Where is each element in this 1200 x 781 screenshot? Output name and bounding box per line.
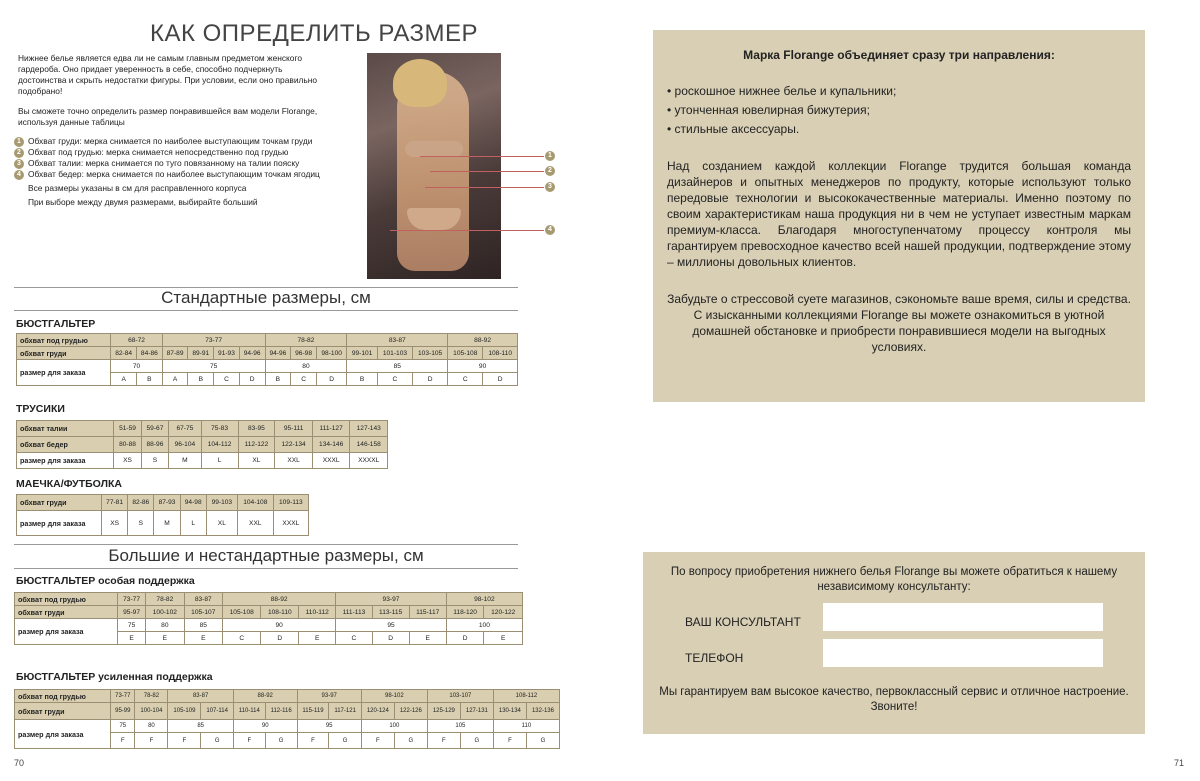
- table-cell: 111-127: [312, 421, 350, 437]
- table-title: БЮСТГАЛЬТЕР усиленная поддержка: [16, 671, 213, 683]
- measure-text: Обхват под грудью: мерка снимается непосредственно под грудью: [28, 147, 289, 157]
- table-cell: 100: [361, 720, 427, 733]
- table-cell: F: [493, 733, 526, 749]
- table-cell: 83-87: [184, 593, 222, 606]
- row-header: размер для заказа: [15, 619, 118, 645]
- table-cell: 104-108: [237, 495, 273, 511]
- measure-text: Обхват бедер: мерка снимается по наиболее выступающим точкам ягодиц: [28, 169, 320, 179]
- phone-label: ТЕЛЕФОН: [685, 651, 744, 665]
- table-cell: 99-101: [347, 347, 377, 360]
- row-header: обхват талии: [17, 421, 114, 437]
- table-cell: 120-124: [361, 703, 394, 720]
- row-header: обхват под грудью: [17, 334, 111, 347]
- table-cell: 109-113: [273, 495, 308, 511]
- consultant-label: ВАШ КОНСУЛЬТАНТ: [685, 615, 801, 629]
- brand-paragraph: Забудьте о стрессовой суете магазинов, сэкономьте ваше время, силы и средства. С изысканными коллекциями Florange вы можете ознакомиться в уютной домашней обстановке и приобрести понравившиеся модели на выгодных условиях.: [667, 292, 1131, 354]
- table-cell: E: [118, 632, 146, 645]
- number-badge: 1: [14, 137, 24, 147]
- table-cell: L: [180, 511, 206, 536]
- table-cell: XL: [206, 511, 237, 536]
- table-cell: S: [128, 511, 154, 536]
- table-cell: 98-102: [361, 690, 427, 703]
- table-cell: B: [137, 373, 163, 386]
- page-number: 70: [14, 758, 25, 768]
- table-cell: 120-122: [484, 606, 523, 619]
- table-cell: F: [135, 733, 168, 749]
- table-cell: 70: [111, 360, 162, 373]
- table-cell: 100-102: [146, 606, 184, 619]
- pointer-line: [420, 156, 544, 157]
- table-cell: F: [361, 733, 394, 749]
- bra-special-table: [14, 592, 523, 645]
- brand-paragraph: Над созданием каждой коллекции Florange трудится большая команда дизайнеров и опытных менеджеров по продукту, которые используют только передовые технологии и высококачественные материалы. Именно поэтому по своим характеристикам наша продукция ни в чем не уступает известным маркам премиум-класса. Благодаря многоступенчатому процессу контроля мы гарантируем превосходное качество всей нашей продукции, подтверждение этому – миллионы довольных клиентов.: [667, 159, 1131, 269]
- table-cell: 101-103: [377, 347, 412, 360]
- contact-box: [643, 552, 1145, 734]
- table-cell: M: [154, 511, 180, 536]
- table-cell: 105-108: [223, 606, 261, 619]
- table-cell: 88-92: [233, 690, 297, 703]
- table-cell: 85: [184, 619, 222, 632]
- table-cell: 96-98: [291, 347, 317, 360]
- table-cell: 88-92: [223, 593, 336, 606]
- table-cell: 88-96: [141, 437, 168, 453]
- marker-badge: 1: [545, 151, 555, 161]
- table-cell: M: [169, 453, 201, 469]
- table-cell: D: [261, 632, 299, 645]
- table-title: МАЕЧКА/ФУТБОЛКА: [16, 478, 122, 490]
- table-cell: 122-126: [394, 703, 427, 720]
- table-cell: F: [111, 733, 135, 749]
- table-cell: 117-121: [329, 703, 361, 720]
- table-cell: 85: [347, 360, 448, 373]
- table-cell: 108-110: [483, 347, 518, 360]
- table-cell: 111-113: [336, 606, 372, 619]
- intro-text: [18, 53, 318, 137]
- list-item: • стильные аксессуары.: [667, 120, 896, 139]
- table-cell: 88-92: [448, 334, 518, 347]
- table-cell: 67-75: [169, 421, 201, 437]
- note-text: При выборе между двумя размерами, выбирайте больший: [28, 197, 258, 207]
- table-cell: 80: [265, 360, 347, 373]
- measure-item: [14, 169, 344, 180]
- table-cell: 134-146: [312, 437, 350, 453]
- table-cell: 75: [162, 360, 265, 373]
- table-cell: 112-122: [238, 437, 275, 453]
- marker-badge: 4: [545, 225, 555, 235]
- table-cell: 127-143: [350, 421, 388, 437]
- divider: [14, 568, 518, 569]
- section-title: Стандартные размеры, см: [161, 288, 371, 307]
- table-cell: 75: [118, 619, 146, 632]
- table-cell: D: [372, 632, 409, 645]
- table-cell: 59-67: [141, 421, 168, 437]
- table-cell: 113-115: [372, 606, 409, 619]
- table-cell: 107-114: [201, 703, 233, 720]
- table-title: БЮСТГАЛЬТЕР: [16, 318, 96, 330]
- table-cell: 110-112: [299, 606, 336, 619]
- table-cell: C: [223, 632, 261, 645]
- table-cell: G: [201, 733, 233, 749]
- table-cell: 87-93: [154, 495, 180, 511]
- table-cell: 127-131: [460, 703, 493, 720]
- table-cell: 75-83: [201, 421, 238, 437]
- table-cell: 80: [135, 720, 168, 733]
- row-header: обхват под грудью: [15, 690, 111, 703]
- table-cell: 83-87: [168, 690, 233, 703]
- table-cell: B: [347, 373, 377, 386]
- pointer-line: [430, 171, 544, 172]
- number-badge: 4: [14, 170, 24, 180]
- table-cell: 93-97: [336, 593, 446, 606]
- measure-text: Обхват груди: мерка снимается по наиболее выступающим точкам груди: [28, 136, 313, 146]
- table-cell: XXXL: [273, 511, 308, 536]
- table-cell: A: [111, 373, 137, 386]
- divider: [14, 310, 518, 311]
- table-cell: B: [265, 373, 291, 386]
- table-cell: 84-86: [137, 347, 163, 360]
- number-badge: 3: [14, 159, 24, 169]
- table-cell: 78-82: [146, 593, 184, 606]
- panties-size-table: [16, 420, 388, 469]
- brand-directions-list: [667, 82, 896, 139]
- table-cell: XXL: [237, 511, 273, 536]
- table-cell: 94-96: [265, 347, 291, 360]
- table-cell: 94-96: [239, 347, 265, 360]
- table-cell: 73-77: [162, 334, 265, 347]
- table-cell: L: [201, 453, 238, 469]
- table-cell: C: [377, 373, 412, 386]
- table-cell: D: [483, 373, 518, 386]
- table-cell: F: [297, 733, 329, 749]
- table-cell: 77-81: [102, 495, 128, 511]
- table-cell: XS: [102, 511, 128, 536]
- table-cell: 112-116: [265, 703, 297, 720]
- table-cell: 95-99: [111, 703, 135, 720]
- contact-question: По вопросу приобретения нижнего белья Florange вы можете обратиться к нашему независимому консультанту:: [670, 566, 1118, 593]
- note-text: Все размеры указаны в см для расправленного корпуса: [28, 183, 247, 193]
- table-cell: 82-86: [128, 495, 154, 511]
- table-cell: 95: [336, 619, 446, 632]
- table-cell: XS: [114, 453, 141, 469]
- table-cell: D: [446, 632, 484, 645]
- measure-instructions: [14, 136, 344, 208]
- table-cell: 115-117: [409, 606, 446, 619]
- table-cell: 51-59: [114, 421, 141, 437]
- table-cell: 87-89: [162, 347, 188, 360]
- table-title: ТРУСИКИ: [16, 403, 65, 415]
- bra-size-table: [16, 333, 518, 386]
- measure-item: [14, 147, 344, 158]
- table-cell: C: [291, 373, 317, 386]
- list-item: • роскошное нижнее белье и купальники;: [667, 82, 896, 101]
- table-cell: E: [184, 632, 222, 645]
- table-cell: 122-134: [275, 437, 313, 453]
- row-header: размер для заказа: [15, 720, 111, 749]
- table-cell: A: [162, 373, 188, 386]
- table-cell: 98-102: [446, 593, 522, 606]
- table-cell: 103-105: [413, 347, 448, 360]
- table-cell: E: [299, 632, 336, 645]
- number-badge: 2: [14, 148, 24, 158]
- table-cell: 108-110: [261, 606, 299, 619]
- table-cell: D: [239, 373, 265, 386]
- table-cell: 73-77: [111, 690, 135, 703]
- table-cell: 83-87: [347, 334, 448, 347]
- row-header: обхват груди: [17, 347, 111, 360]
- table-cell: 90: [448, 360, 518, 373]
- list-item: • утонченная ювелирная бижутерия;: [667, 101, 896, 120]
- table-cell: G: [329, 733, 361, 749]
- table-cell: B: [188, 373, 214, 386]
- table-cell: 146-158: [350, 437, 388, 453]
- consultant-field[interactable]: [823, 603, 1103, 631]
- row-header: размер для заказа: [17, 360, 111, 386]
- table-cell: D: [316, 373, 346, 386]
- guarantee-text: Мы гарантируем вам высокое качество, первоклассный сервис и отличное настроение. Звоните!: [659, 686, 1129, 713]
- table-cell: 105-107: [184, 606, 222, 619]
- row-header: обхват груди: [17, 495, 102, 511]
- table-cell: D: [413, 373, 448, 386]
- table-cell: 100-104: [135, 703, 168, 720]
- table-cell: 91-93: [214, 347, 240, 360]
- intro-paragraph: Нижнее белье является едва ли не самым главным предметом женского гардероба. Оно придает уверенность в себе, способно подчеркнуть достоинства и скрыть недостатки фигуры. При условии, если оно правильно подобрано!: [18, 53, 318, 96]
- row-header: размер для заказа: [17, 511, 102, 536]
- table-cell: 68-72: [111, 334, 162, 347]
- table-cell: C: [336, 632, 372, 645]
- table-cell: 95: [297, 720, 361, 733]
- table-cell: S: [141, 453, 168, 469]
- table-cell: XXXL: [312, 453, 350, 469]
- brand-info-box: [653, 30, 1145, 402]
- measure-text: Обхват талии: мерка снимается по туго повязанному на талии пояску: [28, 158, 300, 168]
- table-cell: 105-108: [448, 347, 483, 360]
- table-cell: E: [409, 632, 446, 645]
- pointer-line: [425, 187, 544, 188]
- table-cell: 89-91: [188, 347, 214, 360]
- row-header: обхват груди: [15, 606, 118, 619]
- pointer-line: [390, 230, 544, 231]
- table-cell: 94-98: [180, 495, 206, 511]
- table-cell: 85: [168, 720, 233, 733]
- table-cell: 93-97: [297, 690, 361, 703]
- measure-item: [14, 136, 344, 147]
- row-header: обхват под грудью: [15, 593, 118, 606]
- table-cell: 80-88: [114, 437, 141, 453]
- table-cell: 95-97: [118, 606, 146, 619]
- table-cell: 108-112: [493, 690, 559, 703]
- table-cell: XXL: [275, 453, 313, 469]
- table-cell: 90: [233, 720, 297, 733]
- tshirt-size-table: [16, 494, 309, 536]
- page-title: КАК ОПРЕДЕЛИТЬ РАЗМЕР: [150, 20, 479, 47]
- table-cell: 105: [427, 720, 493, 733]
- table-cell: G: [265, 733, 297, 749]
- table-cell: 104-112: [201, 437, 238, 453]
- table-cell: 103-107: [427, 690, 493, 703]
- table-cell: 95-111: [275, 421, 313, 437]
- table-cell: F: [168, 733, 201, 749]
- row-header: размер для заказа: [17, 453, 114, 469]
- bra-reinforced-table: [14, 689, 560, 749]
- page-number: 71: [1174, 758, 1185, 768]
- table-cell: 110-114: [233, 703, 265, 720]
- table-cell: 80: [146, 619, 184, 632]
- table-cell: G: [460, 733, 493, 749]
- table-cell: XXXXL: [350, 453, 388, 469]
- table-cell: F: [233, 733, 265, 749]
- table-cell: 73-77: [118, 593, 146, 606]
- table-cell: F: [427, 733, 460, 749]
- table-cell: E: [146, 632, 184, 645]
- measure-item: [14, 158, 344, 169]
- table-cell: 130-134: [493, 703, 526, 720]
- table-cell: C: [214, 373, 240, 386]
- divider: [14, 544, 518, 545]
- table-cell: 96-104: [169, 437, 201, 453]
- marker-badge: 2: [545, 166, 555, 176]
- section-title: Большие и нестандартные размеры, см: [108, 546, 424, 565]
- table-cell: 125-129: [427, 703, 460, 720]
- row-header: обхват бедер: [17, 437, 114, 453]
- table-cell: 78-82: [265, 334, 347, 347]
- phone-field[interactable]: [823, 639, 1103, 667]
- brand-heading: Марка Florange объединяет сразу три направления:: [743, 48, 1055, 62]
- marker-badge: 3: [545, 182, 555, 192]
- table-cell: G: [394, 733, 427, 749]
- table-cell: 132-136: [526, 703, 559, 720]
- table-cell: 98-100: [316, 347, 346, 360]
- table-cell: C: [448, 373, 483, 386]
- table-cell: 105-109: [168, 703, 201, 720]
- table-cell: 99-103: [206, 495, 237, 511]
- table-cell: 78-82: [135, 690, 168, 703]
- table-cell: 110: [493, 720, 559, 733]
- table-title: БЮСТГАЛЬТЕР особая поддержка: [16, 575, 195, 587]
- table-cell: 82-84: [111, 347, 137, 360]
- table-cell: 90: [223, 619, 336, 632]
- intro-paragraph: Вы сможете точно определить размер понравившейся вам модели Florange, используя данные таблицы: [18, 106, 318, 127]
- table-cell: 83-95: [238, 421, 275, 437]
- table-cell: 100: [446, 619, 522, 632]
- model-photo: [367, 53, 501, 279]
- table-cell: 118-120: [446, 606, 484, 619]
- table-cell: E: [484, 632, 523, 645]
- table-cell: XL: [238, 453, 275, 469]
- row-header: обхват груди: [15, 703, 111, 720]
- table-cell: 115-119: [297, 703, 329, 720]
- table-cell: 75: [111, 720, 135, 733]
- table-cell: G: [526, 733, 559, 749]
